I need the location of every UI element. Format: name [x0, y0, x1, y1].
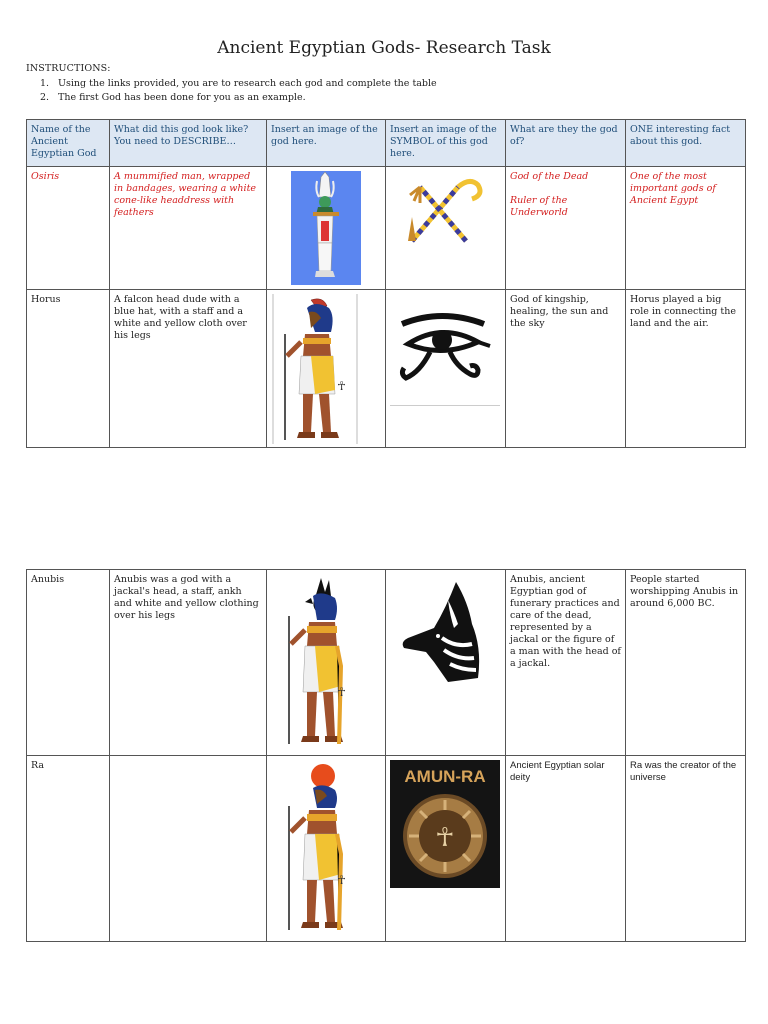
instructions-heading: INSTRUCTIONS: [26, 63, 111, 74]
fact-horus: Horus played a big role in connecting the land and the air. [626, 290, 746, 448]
god-image-cell-osiris [267, 167, 386, 290]
horus-figure [271, 294, 359, 444]
symbol-image-cell-anubis [386, 570, 506, 756]
god-name-horus: Horus [27, 290, 110, 448]
fact-osiris: One of the most important gods of Ancient Egypt [626, 167, 746, 290]
god-of-line: God of the Dead [510, 171, 589, 182]
header-symbol-image: Insert an image of the SYMBOL of this god here. [386, 120, 506, 167]
fact-ra: Ra was the creator of the universe [626, 756, 746, 942]
header-fact: ONE interesting fact about this god. [626, 120, 746, 167]
god-of-line: Ruler of the Underworld [510, 195, 568, 218]
crook-and-flail-icon [406, 177, 486, 245]
page-title: Ancient Egyptian Gods- Research Task [217, 38, 551, 58]
amun-ra-symbol-text: AMUN-RA [404, 767, 486, 786]
table-row-osiris [27, 167, 746, 290]
header-description: What did this god look like? You need to DESCRIBE… [110, 120, 267, 167]
instruction-number: 1. [40, 78, 50, 89]
gods-table-bottom [26, 569, 746, 942]
instructions-list [40, 77, 437, 105]
eye-of-horus-icon [390, 294, 500, 406]
symbol-image-cell-horus [386, 290, 506, 448]
god-of-osiris [506, 167, 626, 290]
description-osiris: A mummified man, wrapped in bandages, wearing a white cone-like headdress with feathers [110, 167, 267, 290]
fact-anubis: People started worshipping Anubis in around 6,000 BC. [626, 570, 746, 756]
amun-ra-sun-disc-icon [390, 760, 500, 888]
instruction-item [40, 91, 437, 105]
god-of-ra: Ancient Egyptian solar deity [506, 756, 626, 942]
god-name-osiris: Osiris [27, 167, 110, 290]
svg-text:☥: ☥ [337, 379, 346, 393]
header-row [27, 120, 746, 167]
instruction-item [40, 77, 437, 91]
header-god-of: What are they the god of? [506, 120, 626, 167]
table-row-horus [27, 290, 746, 448]
jackal-head-icon [396, 578, 496, 688]
description-horus: A falcon head dude with a blue hat, with a staff and a white and yellow cloth over his legs [110, 290, 267, 448]
god-name-anubis: Anubis [27, 570, 110, 756]
god-image-cell-ra [267, 756, 386, 942]
instruction-text: The first God has been done for you as an example. [58, 92, 306, 103]
instruction-number: 2. [40, 92, 50, 103]
header-god-image: Insert an image of the god here. [267, 120, 386, 167]
description-ra [110, 756, 267, 942]
god-image-cell-anubis [267, 570, 386, 756]
god-of-anubis: Anubis, ancient Egyptian god of funerary practices and care of the dead, represented by a jackal or the figure of a man with the head of a jackal. [506, 570, 626, 756]
table-row-ra [27, 756, 746, 942]
god-image-cell-horus [267, 290, 386, 448]
symbol-image-cell-ra [386, 756, 506, 942]
svg-text:☥: ☥ [337, 685, 346, 699]
svg-text:☥: ☥ [435, 823, 455, 853]
anubis-figure [277, 576, 357, 748]
osiris-figure [291, 171, 361, 285]
gods-table-top [26, 119, 746, 448]
svg-text:☥: ☥ [337, 873, 346, 887]
god-of-horus: God of kingship, healing, the sun and the sky [506, 290, 626, 448]
table-row-anubis [27, 570, 746, 756]
instruction-text: Using the links provided, you are to research each god and complete the table [58, 78, 437, 89]
ra-figure [277, 762, 357, 934]
symbol-image-cell-osiris [386, 167, 506, 290]
description-anubis: Anubis was a god with a jackal's head, a staff, ankh and white and yellow clothing over his legs [110, 570, 267, 756]
god-name-ra: Ra [27, 756, 110, 942]
header-god-name: Name of the Ancient Egyptian God [27, 120, 110, 167]
